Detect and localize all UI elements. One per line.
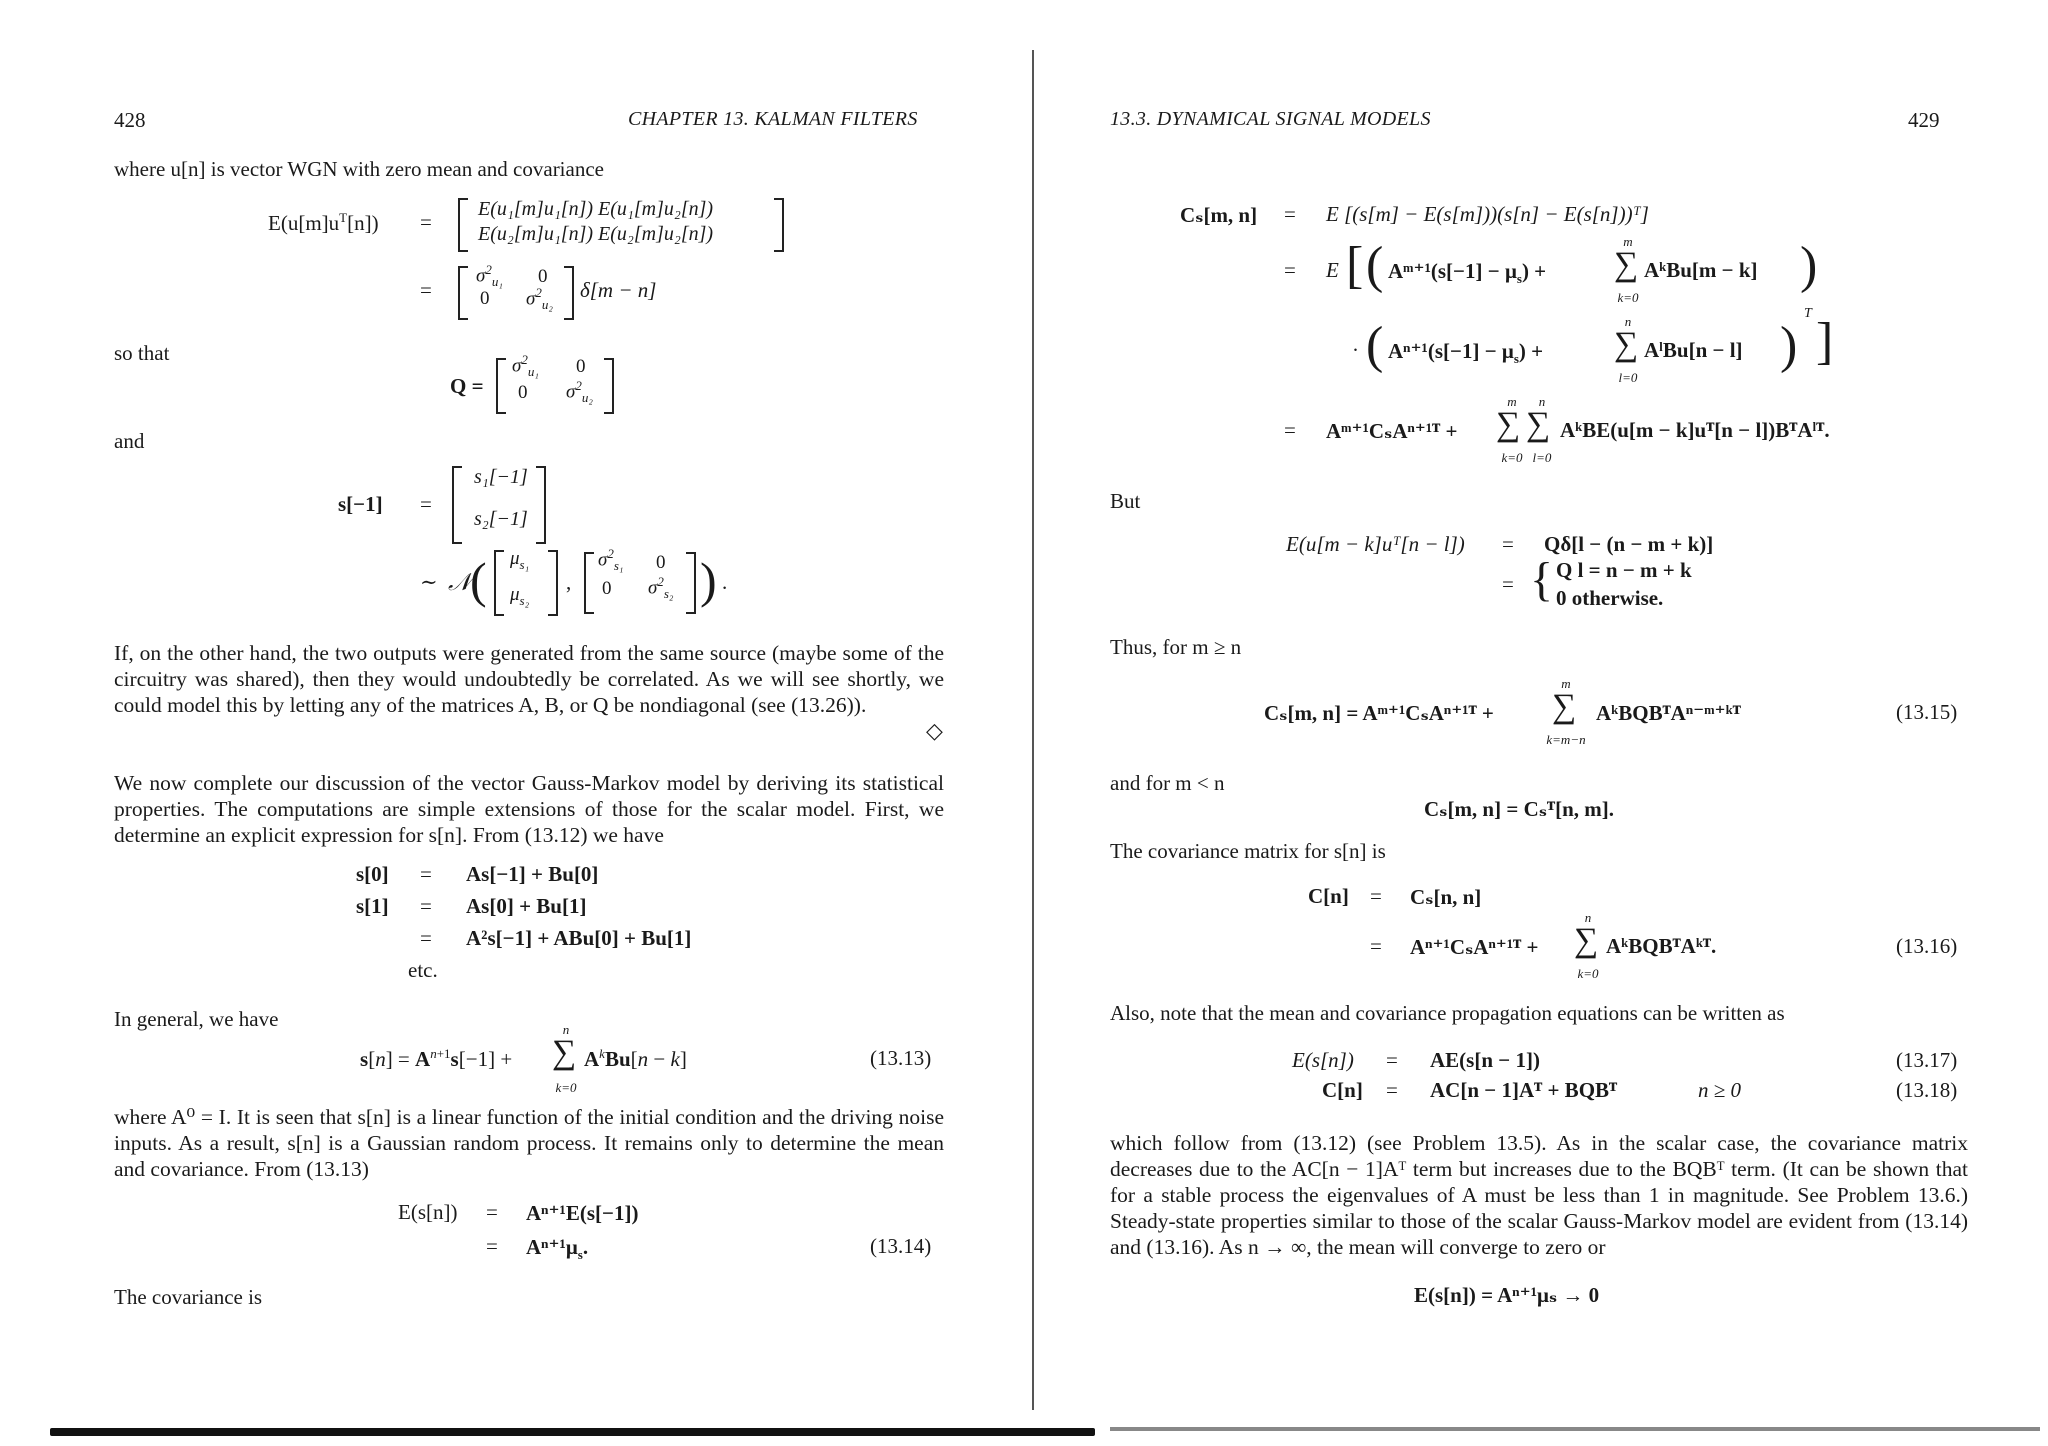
sum-lower-limit: l=0	[1618, 370, 1638, 385]
equals-sign: =	[420, 278, 432, 302]
sigma-u2-sq: $\sigma^2_{u_2}$	[566, 378, 593, 406]
but-lhs: E(u[m − k]uᵀ[n − l])	[1286, 532, 1465, 556]
sum-lower-limit: l=0	[1532, 450, 1552, 465]
right-page	[1030, 0, 2048, 1446]
matrix-bracket	[564, 266, 574, 320]
matrix-bracket	[496, 358, 506, 414]
sum-symbol: ∑	[1614, 326, 1639, 363]
s2-element: s₂[−1]	[474, 508, 528, 530]
rec-lhs-1: s[1]	[356, 894, 389, 918]
sum-upper-limit: m	[1507, 394, 1517, 409]
sum-symbol: ∑	[552, 1034, 577, 1071]
sigma-s2-sq: $\sigma^2_{s_2}$	[648, 574, 674, 602]
equation-number-13-14: (13.14)	[870, 1234, 932, 1258]
equation-number-13-18: (13.18)	[1896, 1078, 1958, 1102]
normal-symbol: 𝒩	[448, 570, 471, 596]
matrix-zero: 0	[576, 356, 586, 377]
also-text: Also, note that the mean and covariance propagation equations can be written as	[1110, 1001, 1785, 1025]
mu-s2: $\mu_{s_2}$	[510, 584, 530, 608]
vector-bracket	[536, 466, 546, 544]
sum-lower-limit: k=0	[1501, 450, 1523, 465]
big-paren-open: (	[1366, 317, 1384, 374]
distributed-as: ∼	[420, 570, 438, 594]
but-text: But	[1110, 489, 1141, 513]
s-minus-1: s[−1]	[338, 492, 383, 516]
equals-sign: =	[1284, 258, 1296, 282]
mean-rhs-1: Aⁿ⁺¹E(s[−1])	[526, 1201, 639, 1225]
sum-upper-limit: m	[1561, 676, 1571, 691]
cov-matrix-text: The covariance matrix for s[n] is	[1110, 839, 1386, 863]
equals-sign: =	[1502, 572, 1514, 596]
sum-symbol: ∑	[1526, 406, 1551, 443]
so-that-text: so that	[114, 341, 170, 365]
equals-sign: =	[486, 1200, 498, 1224]
case-1: Q l = n − m + k	[1556, 558, 1692, 582]
equals-sign: =	[1284, 202, 1296, 226]
matrix-bracket	[604, 358, 614, 414]
paragraph-follow: which follow from (13.12) (see Problem 13.5). As in the scalar case, the covariance matrix decreases due to the AC[n − 1]Aᵀ term but increases due to the BQBᵀ term. (It can be shown that for a stable process the eigenvalues of A must be less than 1 in magnitude. See Problem 13.6.) Steady-state properties similar to those of the scalar Gauss-Markov model are evident from (13.14) and (13.16). As n → ∞, the mean will converge to zero or	[1110, 1131, 1968, 1259]
sum-symbol: ∑	[1574, 922, 1599, 959]
equals-sign: =	[420, 862, 432, 886]
prop-1-rhs: AE(s[n − 1])	[1430, 1048, 1540, 1072]
end-example-diamond: ◇	[926, 718, 943, 743]
prop-2-condition: n ≥ 0	[1698, 1078, 1742, 1102]
matrix-bracket	[458, 266, 468, 320]
expectation-E: E	[1326, 258, 1339, 282]
matrix-bracket	[686, 552, 696, 614]
cov-row-2: E(u₂[m]u₁[n]) E(u₂[m]u₂[n])	[478, 223, 714, 245]
mu-s1: $\mu_{s_1}$	[510, 548, 530, 572]
equation-number-13-16: (13.16)	[1896, 934, 1958, 958]
big-bracket-close: ]	[1816, 313, 1834, 370]
equals-sign: =	[1386, 1078, 1398, 1102]
sum-symbol: ∑	[1552, 688, 1577, 725]
sigma-s1-sq: $\sigma^2_{s_1}$	[598, 546, 624, 574]
sum-symbol: ∑	[1496, 406, 1521, 443]
sum-upper-limit: m	[1623, 234, 1633, 249]
running-head-right: 13.3. DYNAMICAL SIGNAL MODELS	[1110, 108, 1431, 130]
equals-sign: =	[1284, 418, 1296, 442]
cs-lhs: Cₛ[m, n]	[1180, 203, 1258, 227]
bottom-edge-shadow-right	[1110, 1427, 2040, 1431]
big-paren-close: )	[1800, 237, 1818, 294]
paragraph-correlated: If, on the other hand, the two outputs were generated from the same source (maybe some of the circuitry was shared), then they would undoubtedly be correlated. As we will see shortly, we could model this by letting any of the matrices A, B, or Q be nondiagonal (see (13.26)).	[114, 641, 944, 717]
cn-rhs-2a: Aⁿ⁺¹CₛAⁿ⁺¹ᵀ +	[1410, 935, 1539, 959]
delta-term: δ[m − n]	[580, 278, 657, 302]
sum-upper-limit: n	[1584, 910, 1592, 925]
equals-sign: =	[420, 894, 432, 918]
final-equation: E(s[n]) = Aⁿ⁺¹μₛ → 0	[1414, 1283, 1600, 1307]
cs-line-3b: AˡBu[n − l]	[1644, 338, 1743, 362]
matrix-bracket	[584, 552, 594, 614]
cs-line-2a: Aᵐ⁺¹(s[−1] − $\mu_s$) +	[1388, 259, 1547, 287]
matrix-zero: 0	[538, 266, 548, 287]
thus-text: Thus, for m ≥ n	[1110, 635, 1242, 659]
page-number-left: 428	[114, 108, 146, 132]
sigma-u1-sq: $\sigma^2_{u_1}$	[476, 262, 503, 290]
prop-2-rhs: AC[n − 1]Aᵀ + BQBᵀ	[1430, 1078, 1618, 1102]
covariance-is-text: The covariance is	[114, 1285, 263, 1309]
equals-sign: =	[1502, 532, 1514, 556]
matrix-bracket	[458, 198, 468, 252]
big-bracket-open: [	[1346, 237, 1364, 294]
and-text: and	[114, 429, 145, 453]
matrix-zero: 0	[518, 382, 528, 403]
prop-2-lhs: C[n]	[1322, 1078, 1363, 1102]
equals-sign: =	[420, 210, 432, 234]
cs-line-1: E [(s[m] − E(s[m]))(s[n] − E(s[n]))ᵀ]	[1326, 202, 1649, 226]
cn-lhs: C[n]	[1308, 884, 1349, 908]
but-rhs: Qδ[l − (n − m + k)]	[1544, 532, 1714, 556]
equals-sign: =	[1370, 884, 1382, 908]
dot-operator: ·	[1352, 338, 1359, 362]
matrix-zero: 0	[602, 578, 612, 599]
matrix-zero: 0	[656, 552, 666, 573]
matrix-zero: 0	[480, 288, 490, 309]
rec-rhs-1: As[0] + Bu[1]	[466, 894, 587, 918]
cs-line-3a: $A^{n+1}(s[-1] - \mu_s)$ +	[1388, 339, 1544, 367]
mean-lhs: E(s[n])	[398, 1200, 458, 1224]
mean-rhs-2: $A^{n+1}\mu_s$.	[526, 1235, 589, 1263]
equals-sign: =	[1386, 1048, 1398, 1072]
equation-number-13-15: (13.15)	[1896, 700, 1958, 724]
and-for-text: and for m < n	[1110, 771, 1225, 795]
eq-13-15-rhs: AᵏBQBᵀAⁿ⁻ᵐ⁺ᵏᵀ	[1596, 701, 1741, 725]
sigma-u2-sq: $\sigma^2_{u_2}$	[526, 285, 553, 313]
rec-lhs-0: s[0]	[356, 862, 389, 886]
sum-lower-limit: k=0	[555, 1080, 577, 1095]
cov-row-1: E(u₁[m]u₁[n]) E(u₁[m]u₂[n])	[478, 198, 714, 220]
cs-line-2b: AᵏBu[m − k]	[1644, 258, 1758, 282]
cov-lhs: $E(u[m]u^T[n])$	[268, 210, 379, 235]
sum-upper-limit: n	[1538, 394, 1546, 409]
bottom-edge-shadow-left	[50, 1428, 1095, 1436]
rec-rhs-0: As[−1] + Bu[0]	[466, 862, 599, 886]
case-2: 0 otherwise.	[1556, 586, 1664, 610]
equals-sign: =	[1370, 934, 1382, 958]
sum-upper-limit: n	[562, 1022, 570, 1037]
equation-number-13-13: (13.13)	[870, 1046, 932, 1070]
equals-sign: =	[420, 926, 432, 950]
transpose-T: T	[1804, 306, 1812, 321]
rec-rhs-2: A²s[−1] + ABu[0] + Bu[1]	[466, 926, 692, 950]
matrix-bracket	[774, 198, 784, 252]
eq-13-13: $s[n] = A^{n+1}s[-1]$ +	[360, 1046, 513, 1071]
vector-bracket	[494, 550, 504, 616]
equation-number-13-17: (13.17)	[1896, 1048, 1958, 1072]
paren-open: (	[470, 552, 487, 608]
vector-bracket	[452, 466, 462, 544]
Q-definition: Q =	[450, 374, 484, 398]
sum-lower-limit: k=0	[1577, 966, 1599, 981]
symmetry-eq: Cₛ[m, n] = Cₛᵀ[n, m].	[1424, 797, 1615, 821]
prop-1-lhs: E(s[n])	[1292, 1048, 1354, 1072]
equals-sign: =	[486, 1234, 498, 1258]
sum-lower-limit: k=0	[1617, 290, 1639, 305]
in-general-text: In general, we have	[114, 1007, 279, 1031]
cs-line-4a: Aᵐ⁺¹CₛAⁿ⁺¹ᵀ +	[1326, 419, 1458, 443]
running-head-left: CHAPTER 13. KALMAN FILTERS	[628, 108, 918, 130]
big-paren-open: (	[1366, 237, 1384, 294]
paragraph-linear: where A⁰ = I. It is seen that s[n] is a linear function of the initial condition and the driving noise inputs. As a result, s[n] is a Gaussian random process. It remains only to determine the mean and covariance. From (13.13)	[114, 1105, 944, 1181]
cases-brace: {	[1530, 553, 1554, 606]
etc-text: etc.	[408, 958, 438, 982]
sigma-u1-sq: $\sigma^2_{u_1}$	[512, 352, 539, 380]
sum-symbol: ∑	[1614, 246, 1639, 283]
intro-line: where u[n] is vector WGN with zero mean and covariance	[114, 157, 604, 181]
sum-upper-limit: n	[1624, 314, 1632, 329]
sum-lower-limit: k=m−n	[1546, 732, 1586, 747]
equals-sign: =	[420, 492, 432, 516]
eq-13-15-lhs: Cₛ[m, n] = Aᵐ⁺¹CₛAⁿ⁺¹ᵀ +	[1264, 701, 1494, 725]
s1-element: s₁[−1]	[474, 466, 528, 488]
paragraph-complete: We now complete our discussion of the vector Gauss-Markov model by deriving its statistical properties. The computations are simple extensions of those for the scalar model. First, we determine an explicit expression for s[n]. From (13.12) we have	[114, 771, 944, 847]
cn-rhs-2b: AᵏBQBᵀAᵏᵀ.	[1606, 934, 1717, 958]
cs-line-4b: AᵏBE(u[m − k]uᵀ[n − l])BᵀAˡᵀ.	[1560, 418, 1830, 442]
cn-rhs-1: Cₛ[n, n]	[1410, 885, 1482, 909]
vector-bracket	[548, 550, 558, 616]
big-paren-close: )	[1780, 317, 1798, 374]
period: .	[722, 570, 728, 594]
comma: ,	[566, 570, 572, 594]
paren-close: )	[700, 552, 717, 608]
eq-13-13-rhs: $A^kBu[n - k]$	[584, 1046, 687, 1071]
page-number-right: 429	[1908, 108, 1940, 132]
